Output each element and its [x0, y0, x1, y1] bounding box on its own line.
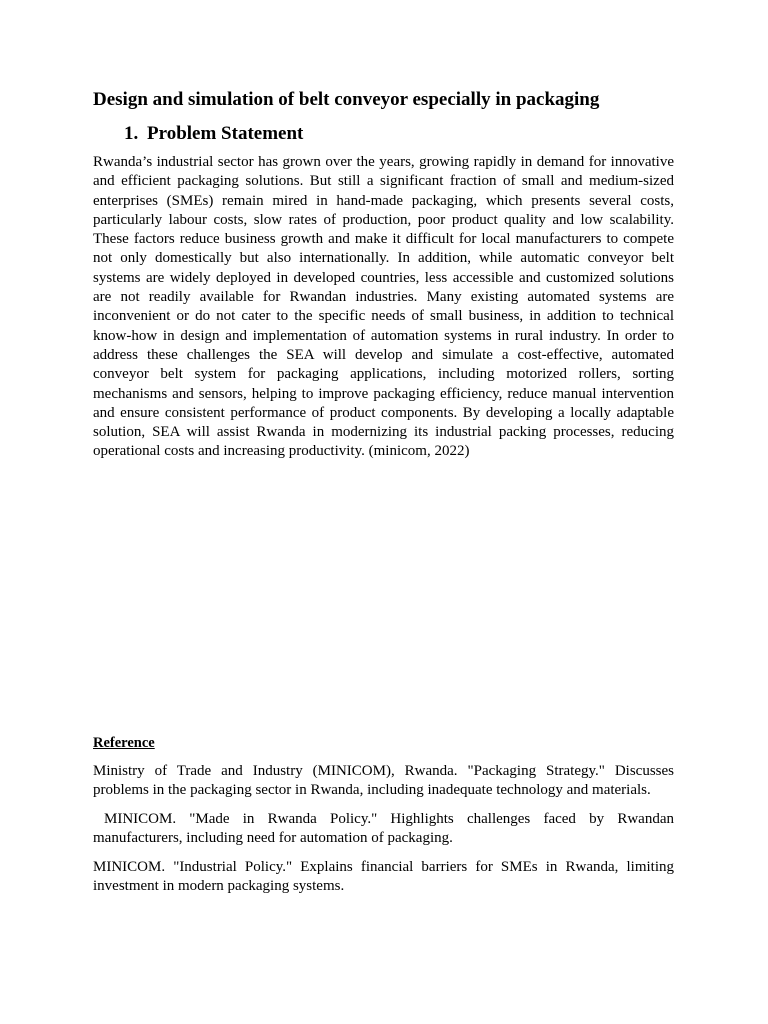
- section-heading-text: Problem Statement: [147, 123, 304, 144]
- reference-item: Ministry of Trade and Industry (MINICOM), Rwanda. "Packaging Strategy." Discusses problems in the packaging sector in Rwanda, including inadequate technology and materials.: [93, 763, 674, 799]
- reference-item: MINICOM. "Made in Rwanda Policy." Highlights challenges faced by Rwandan manufacturers, including need for automation of packaging.: [93, 811, 674, 847]
- reference-item: MINICOM. "Industrial Policy." Explains financial barriers for SMEs in Rwanda, limiting investment in modern packaging systems.: [93, 859, 674, 895]
- problem-statement-paragraph: Rwanda’s industrial sector has grown over the years, growing rapidly in demand for innovative and efficient packaging solutions. But still a significant fraction of small and medium-sized enterprises (SMEs) remain mired in hand-made packaging, which presents several costs, particularly labour costs, slow rates of production, poor product quality and low scalability. These factors reduce business growth and make it difficult for local manufacturers to compete not only domestically but also internationally. In addition, while automatic conveyor belt systems are widely deployed in developed countries, less accessible and customized solutions are not readily available for Rwandan industries. Many existing automated systems are inconvenient or do not cater to the specific needs of small business, in addition to technical know-how in design and implementation of automation systems in rural industry. In order to address these challenges the SEA will develop and simulate a cost-effective, automated conveyor belt system for packaging applications, including motorized rollers, sorting mechanisms and sensors, helping to improve packaging efficiency, reduce manual intervention and ensure consistent performance of product components. By developing a locally adaptable solution, SEA will assist Rwanda in modernizing its industrial packing processes, reducing operational costs and increasing productivity. (minicom, 2022): [93, 154, 674, 460]
- section-number: 1.: [124, 123, 139, 144]
- document-title: Design and simulation of belt conveyor especially in packaging: [93, 89, 600, 110]
- section-heading: [124, 122, 303, 146]
- reference-heading: Reference: [93, 735, 155, 751]
